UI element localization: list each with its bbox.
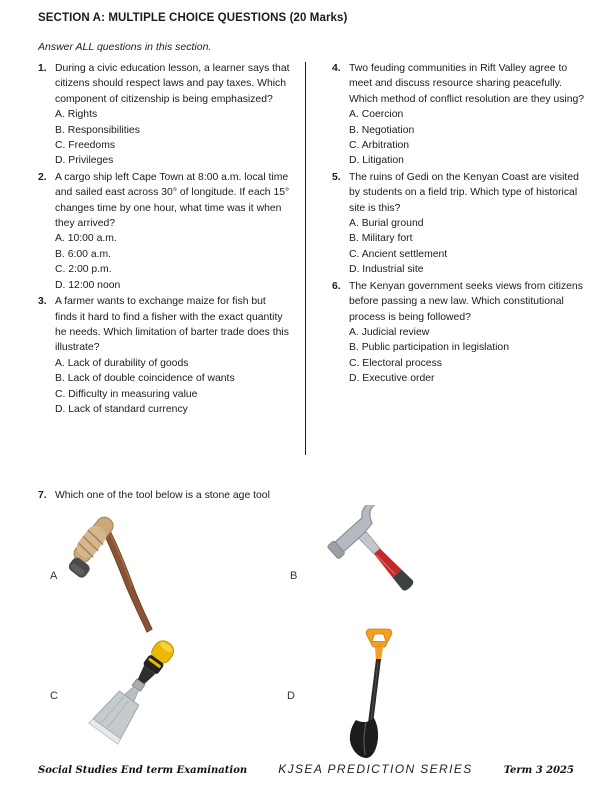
- option-d: D. Privileges: [55, 155, 114, 167]
- question-2: [38, 170, 290, 293]
- option-d: D. Lack of standard currency: [55, 403, 188, 415]
- question-number: 2.: [38, 171, 47, 183]
- instruction-text: Answer ALL questions in this section.: [38, 41, 212, 53]
- option-b: B. Responsibilities: [55, 124, 140, 136]
- option-a: A. Burial ground: [349, 218, 424, 230]
- page-footer: [38, 762, 574, 776]
- footer-exam-title: Social Studies End term Examination: [38, 765, 248, 776]
- option-b: B. Military fort: [349, 233, 413, 245]
- question-number: 6.: [332, 280, 341, 292]
- option-b: B. Negotiation: [349, 124, 415, 136]
- question-text: A farmer wants to exchange maize for fish but finds it hard to find a fisher with the exact quantity he needs. Which limitation of barter trade does this illustrate?: [55, 296, 289, 354]
- option-c: C. 2:00 p.m.: [55, 264, 112, 276]
- tool-label-d: D: [287, 690, 295, 702]
- option-d: D. Industrial site: [349, 264, 424, 276]
- option-c: C. Freedoms: [55, 140, 116, 152]
- questions-column-right: [332, 61, 590, 418]
- option-d: D. Executive order: [349, 373, 435, 385]
- wood-chisel-image: [78, 630, 196, 757]
- option-c: C. Ancient settlement: [349, 248, 448, 260]
- option-c: C. Electoral process: [349, 357, 442, 369]
- question-text: During a civic education lesson, a learner says that citizens should respect laws and pay taxes. Which component of citizenship is being emphasized?: [55, 63, 290, 105]
- tool-label-b: B: [290, 570, 298, 582]
- question-5: [332, 170, 590, 278]
- option-a: A. 10:00 a.m.: [55, 233, 117, 245]
- question-text: The ruins of Gedi on the Kenyan Coast are visited by students on a field trip. Which type of historical site is this?: [349, 171, 579, 214]
- claw-hammer-image: [300, 505, 430, 622]
- question-number: 3.: [38, 296, 47, 308]
- question-7: [38, 490, 270, 501]
- question-number: 7.: [38, 490, 47, 501]
- option-b: B. 6:00 a.m.: [55, 248, 112, 260]
- question-6: [332, 279, 590, 387]
- option-d: D. 12:00 noon: [55, 279, 121, 291]
- option-a: A. Rights: [55, 109, 98, 121]
- section-title: SECTION A: MULTIPLE CHOICE QUESTIONS (20 Marks): [38, 12, 348, 24]
- question-number: 1.: [38, 63, 47, 74]
- option-b: B. Public participation in legislation: [349, 342, 509, 354]
- footer-term: Term 3 2025: [503, 765, 574, 776]
- option-a: A. Coercion: [349, 109, 404, 121]
- tool-label-a: A: [50, 570, 58, 582]
- footer-series-title: KJSEA PREDICTION SERIES: [278, 762, 473, 776]
- option-b: B. Lack of double coincidence of wants: [55, 373, 235, 385]
- option-a: A. Lack of durability of goods: [55, 357, 189, 369]
- stone-age-axe-image: [64, 506, 164, 641]
- questions-columns: [38, 61, 590, 418]
- question-4: [332, 61, 590, 169]
- question-number: 5.: [332, 171, 341, 183]
- tool-label-c: C: [50, 690, 58, 702]
- question-text: Two feuding communities in Rift Valley agree to meet and discuss resource sharing peacefully. Which method of conflict resolution are they using?: [349, 63, 585, 105]
- question-text: The Kenyan government seeks views from citizens before passing a new law. Which constitutional process is being followed?: [349, 280, 583, 323]
- question-number: 4.: [332, 63, 341, 74]
- option-a: A. Judicial review: [349, 326, 430, 338]
- shovel-image: [343, 626, 413, 765]
- question-1: [38, 61, 290, 169]
- question-text: A cargo ship left Cape Town at 8:00 a.m. local time and sailed east across 30° of longitude. If each 15° changes time by one hour, what time was it when they arrived?: [55, 171, 290, 230]
- option-d: D. Litigation: [349, 155, 404, 167]
- questions-column-left: [38, 61, 290, 418]
- question-text: Which one of the tool below is a stone age tool: [55, 490, 270, 501]
- question-3: [38, 294, 290, 417]
- option-c: C. Arbitration: [349, 140, 410, 152]
- option-c: C. Difficulty in measuring value: [55, 388, 198, 400]
